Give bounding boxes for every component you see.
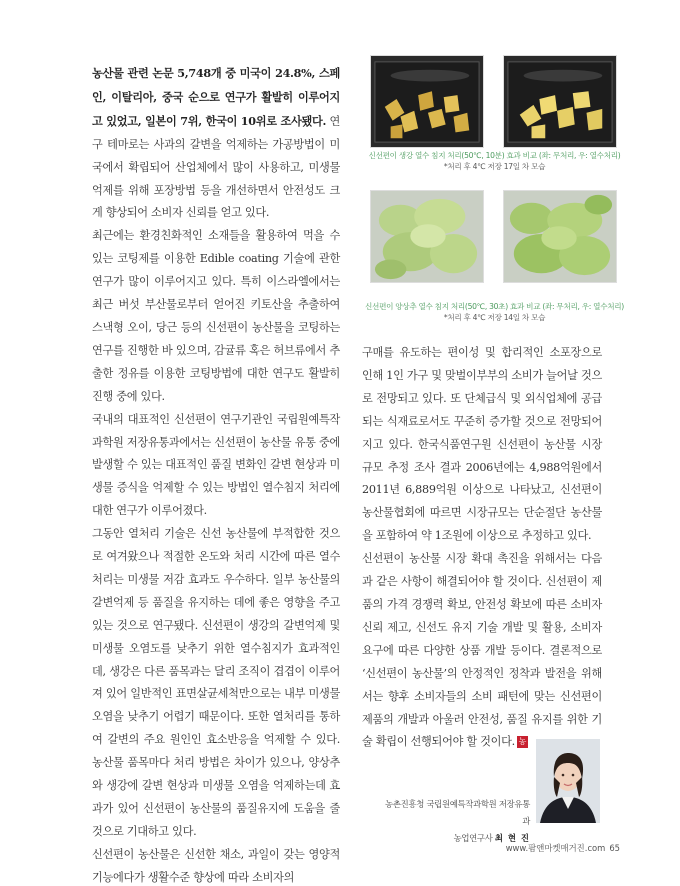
page-footer bbox=[490, 842, 620, 854]
right-paragraph-2 bbox=[362, 548, 602, 754]
footer-site: www.팜앤마켓매거진.com bbox=[505, 843, 606, 853]
figure2-caption-text: 신선편이 양상추 열수 침지 처리(50℃, 30초) 효과 비교 (좌: 무처리, 우: 열수처리) bbox=[365, 302, 624, 311]
right-paragraph-2-text: 신선편이 농산물 시장 확대 촉진을 위해서는 다음과 같은 사항이 해결되어야 할 것이다. 신선편이 제품의 가격 경쟁력 확보, 안전성 확보에 따른 소비자 신뢰 제고, 신선도 유지 기술 개발 및 활용, 소비자 요구에 따른 다양한 상품 개발 등이다. 결론적으로 ‘신선편이 농산물’의 안정적인 정착과 발전을 위해서는 향후 소비자들의 소비 패턴에 맞는 신선편이 제품의 개발과 아울러 안전성, 품질 유지를 위한 기술 확립이 선행되어야 할 것이다. bbox=[362, 552, 602, 749]
figure1-caption bbox=[352, 150, 637, 172]
figure2-note: *처리 후 4℃ 저장 14일 차 모습 bbox=[443, 313, 546, 322]
left-paragraph-3: 국내의 대표적인 신선편이 연구기관인 국립원예특작과학원 저장유통과에서는 신선편이 농산물 유통 중에 발생할 수 있는 대표적인 품질 변화인 갈변 현상과 미생물 증식을 억제할 수 있는 방법인 열수침지 처리에 대한 연구가 이루어졌다. bbox=[92, 412, 340, 518]
lead-bold-text: 농산물 관련 논문 5,748개 중 미국이 24.8%, 스페인, 이탈리아, 중국 순으로 연구가 활발히 이루어지고 있었고, 일본이 7위, 한국이 10위로 조사됐다. bbox=[92, 66, 340, 128]
author-info bbox=[380, 796, 530, 847]
lead-rest-text: 연구 테마로는 사과의 갈변을 억제하는 가공방법이 미국에서 확립되어 산업체에서 많이 사용하고, 미생물 억제를 위해 포장방법 등을 개선하면서 안전성도 크게 향상되어 소비자 신뢰를 얻고 있다. bbox=[92, 114, 341, 220]
left-paragraph-1 bbox=[92, 62, 340, 225]
figure1-note: *처리 후 4℃ 저장 17일 차 모습 bbox=[443, 162, 546, 171]
right-paragraph-1: 구매를 유도하는 편이성 및 합리적인 소포장으로 인해 1인 가구 및 맞벌이부부의 소비가 늘어날 것으로 전망되고 있다. 또 단체급식 및 외식업체에 공급되는 식재료로서도 꾸준히 증가할 것으로 전망되어지고 있다. 한국식품연구원 신선편이 농산물 시장 규모 추정 조사 결과 2006년에는 4,988억원에서 2011년 6,889억원 이상으로 나타났고, 신선편이농산물협회에 따르면 시장규모는 단순절단 농산물을 포함하여 약 1조원에 이상으로 추정하고 있다. bbox=[362, 346, 602, 543]
left-paragraph-2: 최근에는 환경친화적인 소재들을 활용하여 먹을 수 있는 코팅제를 이용한 Edible coating 기술에 관한 연구가 많이 이루어지고 있다. 특히 이스라엘에서는 최근 버섯 부산물로부터 얻어진 키토산을 추출하여 스낵형 오이, 당근 등의 신선편이 농산물을 코팅하는 연구를 진행한 바 있으며, 감귤류 혹은 허브류에서 추출한 정유를 이용한 코팅방법에 대한 연구도 활발히 진행 중에 있다. bbox=[92, 229, 340, 403]
left-paragraph-4: 그동안 열처리 기술은 신선 농산물에 부적합한 것으로 여겨왔으나 적절한 온도와 처리 시간에 따른 열수 처리는 미생물 저감 효과도 우수하다. 일부 농산물의 갈변억제 등 품질을 유지하는 데에 좋은 영향을 주고 있는 것으로 연구됐다. 신선편이 생강의 갈변억제 및 미생물 오염도를 낮추기 위한 열수침지가 효과적인데, 생강은 다른 품목과는 달리 조직이 겹겹이 이루어져 있어 일반적인 표면살균세척만으로는 내부 미생물 오염을 낮추기 어렵기 때문이다. 또한 열처리를 통하여 갈변의 주요 원인인 효소반응을 억제할 수 있다. 농산물 품목마다 처리 방법은 차이가 있으나, 양상추와 생강에 갈변 현상과 미생물 오염을 억제하는데 효과가 있어 신선편이 농산물의 품질유지에 도움을 줄 것으로 기대하고 있다. bbox=[92, 527, 340, 838]
article-end-mark-icon: 농 bbox=[518, 737, 527, 747]
lettuce-untreated-photo bbox=[370, 190, 484, 283]
figure1-caption-text: 신선편이 생강 열수 침지 처리(50℃, 10분) 효과 비교 (좌: 무처리, 우: 열수처리) bbox=[368, 151, 621, 160]
left-column bbox=[92, 62, 340, 886]
page-number: 65 bbox=[609, 843, 620, 853]
ginger-untreated-photo bbox=[370, 55, 484, 148]
right-column bbox=[362, 342, 602, 754]
author-title: 농업연구사 bbox=[453, 833, 493, 843]
author-affiliation: 농촌진흥청 국립원예특작과학원 저장유통과 bbox=[385, 799, 530, 826]
lettuce-treated-photo bbox=[503, 190, 617, 283]
ginger-treated-photo bbox=[503, 55, 617, 148]
author-photo bbox=[536, 739, 600, 823]
figure2-caption bbox=[352, 301, 637, 323]
author-name: 최 현 진 bbox=[494, 833, 530, 843]
left-paragraph-5: 신선편이 농산물은 신선한 채소, 과일이 갖는 영양적 기능에다가 생활수준 향상에 따라 소비자의 bbox=[92, 847, 340, 884]
